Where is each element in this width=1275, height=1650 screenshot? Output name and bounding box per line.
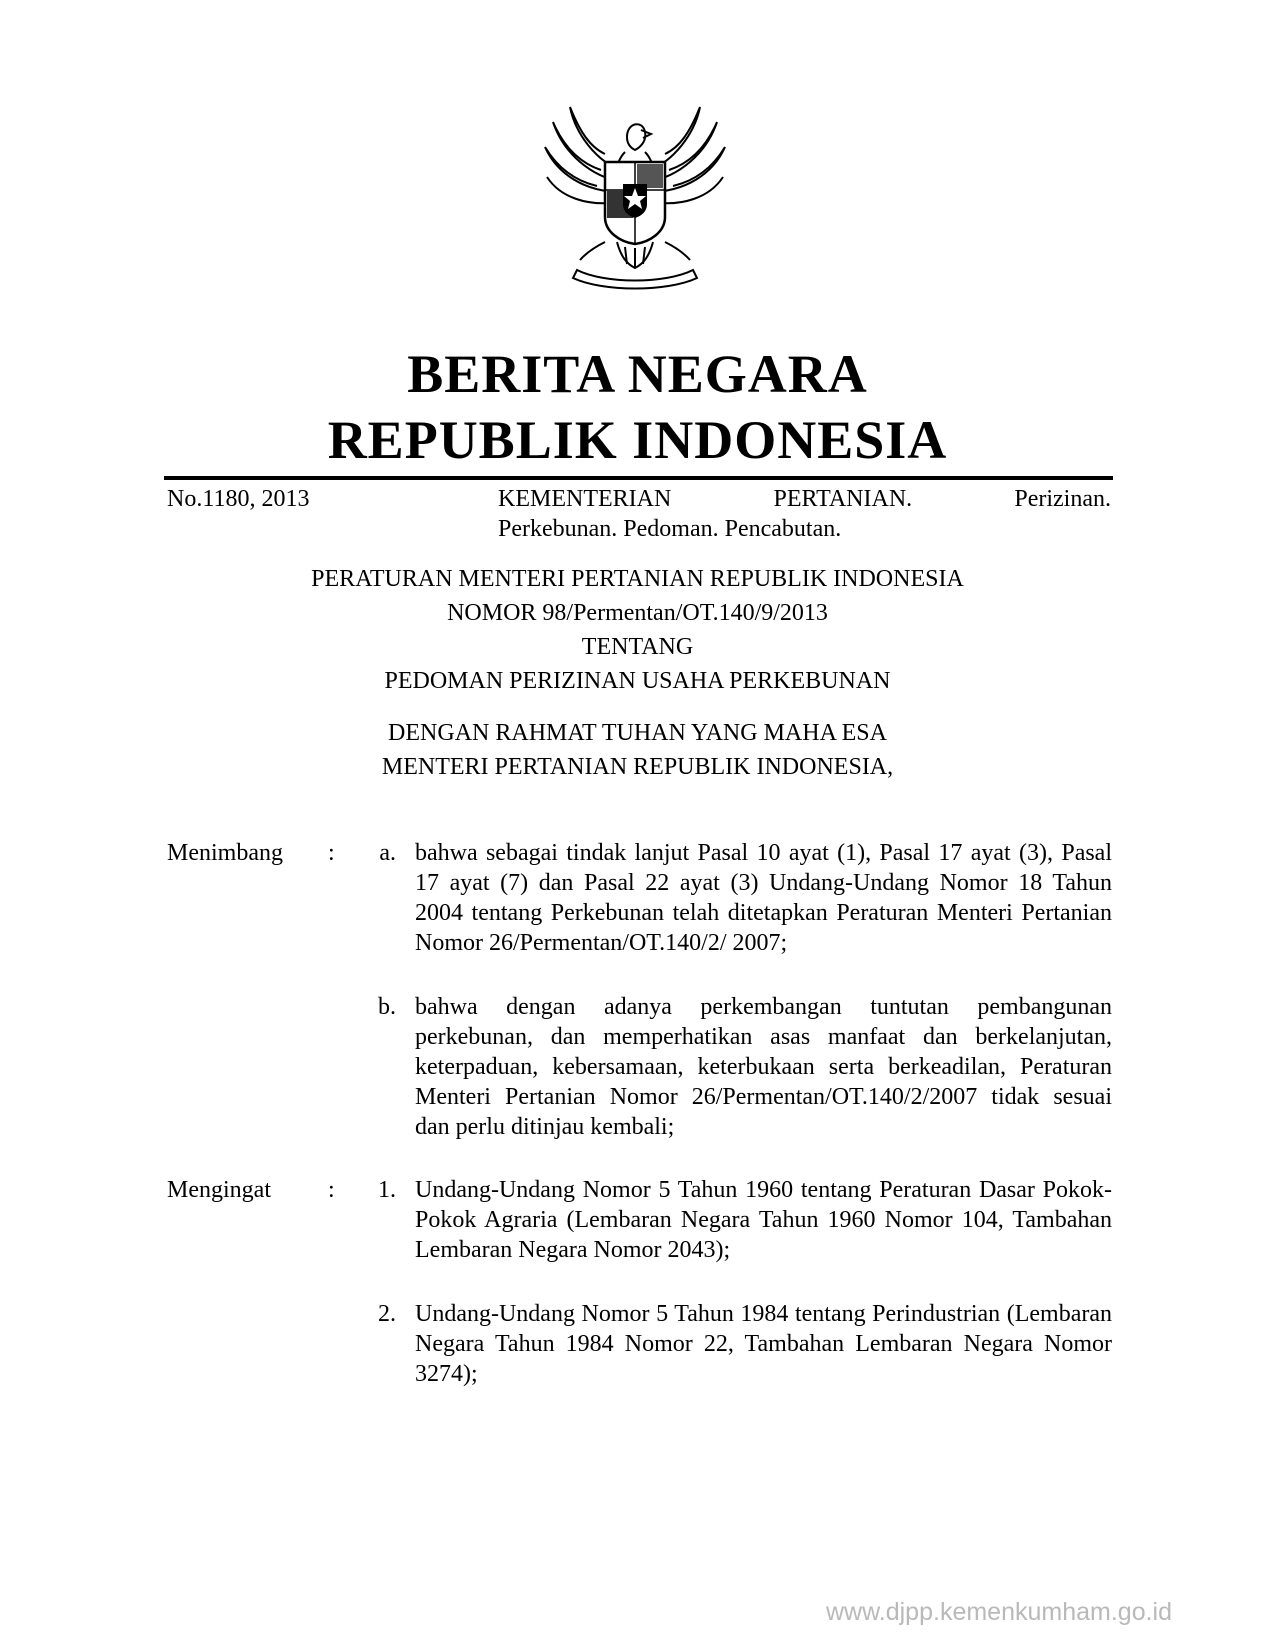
item-marker: b. [378,994,396,1020]
menimbang-label: Menimbang [167,840,283,866]
preamble [0,716,1275,784]
mengingat-colon: : [328,1177,335,1203]
menimbang-colon: : [328,840,335,866]
subject-word: KEMENTERIAN [498,486,672,512]
item-marker: a. [379,840,396,866]
gazette-subject [498,484,1111,544]
gazette-number: No.1180, 2013 [167,486,310,512]
regulation-title [0,562,1275,698]
mengingat-item-text: Undang-Undang Nomor 5 Tahun 1960 tentang Peraturan Dasar Pokok-Pokok Agraria (Lembaran Negara Tahun 1960 Nomor 104, Tambahan Lembaran Negara Nomor 2043); [415,1177,1112,1263]
mengingat-label: Mengingat [167,1177,271,1203]
subject-word: Perizinan. [1014,486,1111,512]
header-divider [164,476,1113,480]
mengingat-item-text: Undang-Undang Nomor 5 Tahun 1984 tentang Perindustrian (Lembaran Negara Tahun 1984 Nomor 22, Tambahan Lembaran Negara Nomor 3274); [415,1301,1112,1387]
regulation-subject: PEDOMAN PERIZINAN USAHA PERKEBUNAN [384,668,891,694]
subject-word: PERTANIAN. [773,486,913,512]
item-marker: 1. [378,1177,396,1203]
source-watermark: www.djpp.kemenkumham.go.id [826,1598,1172,1626]
gazette-subject-line2: Perkebunan. Pedoman. Pencabutan. [498,516,842,542]
regulation-line: TENTANG [581,634,694,660]
gazette-subject-line1 [498,484,1111,514]
garuda-emblem-icon [535,92,735,292]
regulation-number: NOMOR 98/Permentan/OT.140/9/2013 [447,600,828,626]
preamble-line: DENGAN RAHMAT TUHAN YANG MAHA ESA [388,720,887,746]
gazette-title-line2: REPUBLIK INDONESIA [327,410,948,470]
item-marker: 2. [378,1301,396,1327]
menimbang-item-text: bahwa sebagai tindak lanjut Pasal 10 ayat (1), Pasal 17 ayat (3), Pasal 17 ayat (7) dan Pasal 22 ayat (3) Undang-Undang Nomor 18 Tahun 2004 tentang Perkebunan telah ditetapkan Peraturan Menteri Pertanian Nomor 26/Permentan/OT.140/2/ 2007; [415,840,1112,956]
gazette-title-line1: BERITA NEGARA [407,344,868,404]
menimbang-item-text: bahwa dengan adanya perkembangan tuntutan pembangunan perkebunan, dan memperhatikan asas manfaat dan berkelanjutan, keterpaduan, kebersamaan, keterbukaan serta berkeadilan, Peraturan Menteri Pertanian Nomor 26/Permentan/OT.140/2/2007 tidak sesuai dan perlu ditinjau kembali; [415,994,1112,1140]
regulation-line: PERATURAN MENTERI PERTANIAN REPUBLIK INDONESIA [311,566,964,592]
preamble-line: MENTERI PERTANIAN REPUBLIK INDONESIA, [381,754,894,780]
